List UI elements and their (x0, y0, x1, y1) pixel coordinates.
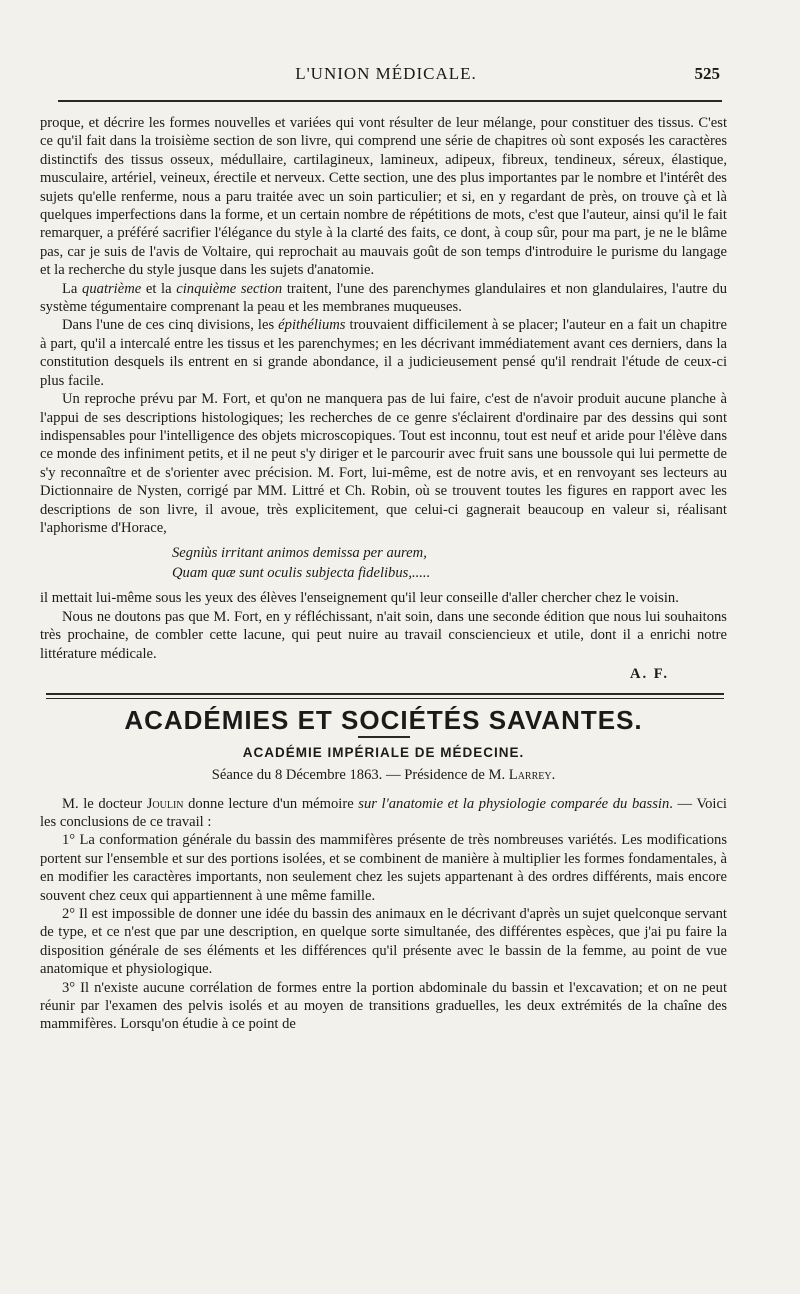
conclusion-2: 2° Il est impossible de donner une idée du bassin des animaux en le décrivant d'après un sujet quelconque servant de type, et ce n'est que par une description, en quelque sorte simultanée, des différentes espèces, que j'ai pu faire la disposition générale de ses éléments et les différences qu'il présente avec le bassin de la femme, au point de vue anatomique et physiologique. (40, 906, 727, 978)
author-name: Joulin (146, 795, 184, 812)
section-title: ACADÉMIES ET SOCIÉTÉS SAVANTES. (124, 705, 643, 736)
review-paragraph-1: proque, et décrire les formes nouvelles et variées qui vont résulter de leur mélange, pour constituer des tissus. C'est ce qu'il fait dans la troisième section de son livre, qui comprend une série de chapitres où sont exposés les caractères distinctifs des tissus osseux, médullaire, cartilagineux, lamineux, adipeux, fibreux, tendineux, séreux, élastique, musculaire, artériel, veineux, érectile et nerveux. Cette section, une des plus importantes par le nombre et l'intérêt des sujets qu'elle renferme, nous a paru traitée avec un soin particulier; et si, en y regardant de près, on trouve çà et là quelques imperfections dans la forme, et un certain nombre de répétitions de mots, c'est que l'auteur, ainsi qu'il le fait remarquer, a préféré sacrifier l'élégance du style à la clarté des faits, ce dont, à coup sûr, pour ma part, je ne le blâme pas, car je suis de l'avis de Voltaire, qui reprochait au mauvais goût de son temps d'introduire le purisme du langage et la recherche du style jusque dans les sujets d'anatomie. (40, 115, 727, 279)
conclusion-3: 3° Il n'existe aucune corrélation de formes entre la portion abdominale du bassin et l'excavation; et on ne peut réunir par l'examen des pelvis isolés et au moyen de transitions graduelles, les deux extrémités de la chaîne des mammifères. Lorsqu'on étudie à ce point de (40, 979, 727, 1033)
review-paragraph-2: La quatrième et la cinquième section traitent, l'une des parenchymes glandulaires et non glandulaires, l'autre du système tégumentaire comprenant la peau et les membranes muqueuses. (40, 280, 727, 316)
title-rule (358, 736, 410, 738)
emphasis: quatrième (82, 280, 142, 297)
session-line: Séance du 8 Décembre 1863. — Présidence de M. Larrey. (211, 767, 556, 784)
author-signature: A. F. (629, 665, 669, 682)
review-paragraph-5: il mettait lui-même sous les yeux des élèves l'enseignement qu'il leur conseille d'aller chercher chez le voisin. (40, 590, 679, 607)
page-number: 525 (694, 64, 720, 83)
header-rule (58, 100, 722, 102)
article-body (40, 114, 727, 1034)
review-paragraph-6: Nous ne doutons pas que M. Fort, en y réfléchissant, n'ait soin, dans une seconde édition que nous lui souhaitons très prochaine, de combler cette lacune, qui peut nuire au travail consciencieux et utile, dont il a enrichi notre littérature médicale. (40, 608, 727, 662)
review-paragraph-3: Dans l'une de ces cinq divisions, les épithéliums trouvaient difficilement à se placer; l'auteur en a fait un chapitre à part, qu'il a intercalé entre les tissus et les parenchymes; en les décrivant immédiatement avant ces derniers, dans la constitution desquels ils entrent en si grande abondance, il a judicieusement pensé qu'il rendrait l'étude de ceux-ci plus facile. (40, 317, 727, 389)
running-title: L'UNION MÉDICALE. (295, 64, 477, 83)
emphasis: épithéliums (278, 317, 346, 334)
latin-quotation (172, 543, 727, 583)
president-name: Larrey (508, 767, 552, 784)
review-paragraph-4: Un reproche prévu par M. Fort, et qu'on ne manquera pas de lui faire, c'est de n'avoir produit aucune planche à l'appui de ses descriptions histologiques; les recherches de ce genre s'éclairent d'ordinaire par des dessins qui sont indispensables pour l'intelligence des objets microscopiques. Tout est inconnu, tout est neuf et aride pour l'élève dans ce monde des infiniment petits, et il ne peut s'y diriger et le parcourir avec fruit sans une boussole qui lui permette de s'y reconnaître et de s'orienter avec précision. M. Fort, lui-même, est de notre avis, et en renvoyant ses lecteurs au Dictionnaire de Nysten, corrigé par MM. Littré et Ch. Robin, où se trouvent toutes les figures en rapport avec les descriptions de son livre, il avoue, très explicitement, que celui-ci gagnerait beaucoup en valeur si, réalisant l'aphorisme d'Horace, (40, 391, 727, 536)
page-header (48, 60, 724, 92)
section-divider (46, 693, 724, 699)
memoir-title: sur l'anatomie et la physiologie comparée du bassin (358, 795, 670, 812)
verse-line: Segniùs irritant animos demissa per aurem, (172, 545, 427, 562)
emphasis: cinquième section (176, 280, 283, 297)
subsection-title: ACADÉMIE IMPÉRIALE DE MÉDECINE. (242, 744, 525, 760)
memoir-intro: M. le docteur Joulin donne lecture d'un mémoire sur l'anatomie et la physiologie comparée du bassin. — Voici les conclusions de ce travail : (40, 795, 727, 830)
conclusion-1: 1° La conformation générale du bassin des mammifères présente de très nombreuses variétés. Les modifications portent sur l'ensemble et sur des portions isolées, et se combinent de manière à multiplier les formes fondamentales, à en modifier les caractères importants, non seulement chez les sujets appartenant à des ordres différents, mais encore souvent chez ceux qui appartiennent à une même famille. (40, 832, 727, 904)
verse-line: Quam quæ sunt oculis subjecta fidelibus,..... (172, 565, 431, 582)
